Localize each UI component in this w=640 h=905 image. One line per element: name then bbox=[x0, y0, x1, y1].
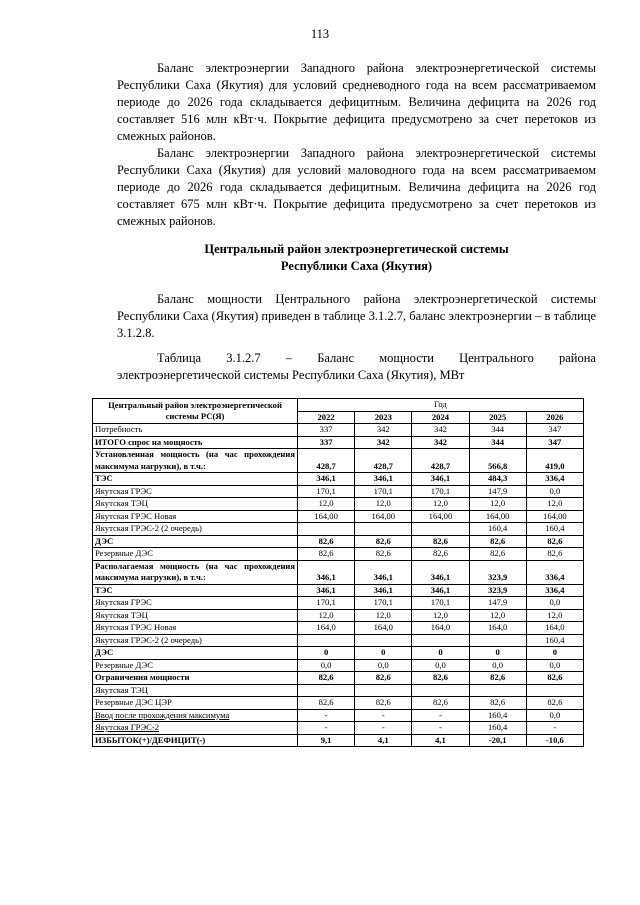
cell-2026: 160,4 bbox=[526, 634, 583, 647]
cell-2026: 82,6 bbox=[526, 548, 583, 561]
cell-2022: - bbox=[298, 709, 355, 722]
cell-2026: 347 bbox=[526, 424, 583, 437]
cell-2022: - bbox=[298, 722, 355, 735]
power-balance-table bbox=[92, 398, 584, 747]
row-label: Резервные ДЭС ЦЭР bbox=[93, 697, 298, 710]
table-header bbox=[93, 399, 584, 424]
cell-2022: 170,1 bbox=[298, 597, 355, 610]
table-row bbox=[93, 734, 584, 747]
cell-2024: 346,1 bbox=[412, 560, 469, 584]
table-row bbox=[93, 659, 584, 672]
table-row bbox=[93, 424, 584, 437]
cell-2024: 342 bbox=[412, 436, 469, 449]
header-year-2023: 2023 bbox=[355, 411, 412, 424]
section-heading bbox=[117, 241, 596, 275]
table-row bbox=[93, 560, 584, 584]
cell-2023 bbox=[355, 634, 412, 647]
cell-2024: 170,1 bbox=[412, 597, 469, 610]
cell-2025: 0,0 bbox=[469, 659, 526, 672]
cell-2023: 82,6 bbox=[355, 548, 412, 561]
cell-2024: 82,6 bbox=[412, 548, 469, 561]
table-body bbox=[93, 424, 584, 747]
cell-2023: 428,7 bbox=[355, 449, 412, 473]
row-label: Якутская ГРЭС-2 (2 очередь) bbox=[93, 523, 298, 536]
cell-2022: 0,0 bbox=[298, 659, 355, 672]
cell-2023: 82,6 bbox=[355, 672, 412, 685]
cell-2023: 164,00 bbox=[355, 510, 412, 523]
cell-2026: 336,4 bbox=[526, 560, 583, 584]
cell-2024: 12,0 bbox=[412, 609, 469, 622]
cell-2023: 342 bbox=[355, 424, 412, 437]
cell-2026: 164,0 bbox=[526, 622, 583, 635]
cell-2024: 12,0 bbox=[412, 498, 469, 511]
cell-2025: 160,4 bbox=[469, 523, 526, 536]
row-label: ДЭС bbox=[93, 535, 298, 548]
cell-2024: 346,1 bbox=[412, 473, 469, 486]
cell-2026: -10,6 bbox=[526, 734, 583, 747]
cell-2022: 346,1 bbox=[298, 584, 355, 597]
caption-word: 3.1.2.7 bbox=[226, 351, 261, 365]
cell-2022: 164,00 bbox=[298, 510, 355, 523]
cell-2025: 147,9 bbox=[469, 597, 526, 610]
table-row bbox=[93, 498, 584, 511]
cell-2026: 0,0 bbox=[526, 709, 583, 722]
cell-2026: 336,4 bbox=[526, 584, 583, 597]
table-row bbox=[93, 449, 584, 473]
cell-2022 bbox=[298, 523, 355, 536]
cell-2023: 82,6 bbox=[355, 697, 412, 710]
table-row bbox=[93, 697, 584, 710]
header-year-2025: 2025 bbox=[469, 411, 526, 424]
table-row bbox=[93, 609, 584, 622]
row-label: Якутская ГРЭС bbox=[93, 485, 298, 498]
cell-2022 bbox=[298, 634, 355, 647]
cell-2025: 164,00 bbox=[469, 510, 526, 523]
cell-2026: 0,0 bbox=[526, 485, 583, 498]
caption-word: мощности bbox=[379, 351, 434, 365]
cell-2024: 82,6 bbox=[412, 672, 469, 685]
table-caption bbox=[117, 350, 596, 384]
cell-2026: 419,0 bbox=[526, 449, 583, 473]
cell-2022: 346,1 bbox=[298, 560, 355, 584]
cell-2025: 344 bbox=[469, 436, 526, 449]
cell-2022: 337 bbox=[298, 436, 355, 449]
table-row bbox=[93, 436, 584, 449]
cell-2024 bbox=[412, 634, 469, 647]
cell-2025: 82,6 bbox=[469, 548, 526, 561]
cell-2023: 82,6 bbox=[355, 535, 412, 548]
intro-text bbox=[117, 60, 596, 230]
header-year-2026: 2026 bbox=[526, 411, 583, 424]
caption-line-1 bbox=[117, 350, 596, 367]
row-label: ДЭС bbox=[93, 647, 298, 660]
cell-2022: 9,1 bbox=[298, 734, 355, 747]
cell-2025: 164,0 bbox=[469, 622, 526, 635]
page-number: 113 bbox=[310, 27, 330, 41]
row-label: ТЭС bbox=[93, 473, 298, 486]
cell-2024: 428,7 bbox=[412, 449, 469, 473]
table-row bbox=[93, 597, 584, 610]
cell-2026: 82,6 bbox=[526, 535, 583, 548]
row-label: Якутская ГРЭС Новая bbox=[93, 510, 298, 523]
cell-2024: 0,0 bbox=[412, 659, 469, 672]
cell-2023: 342 bbox=[355, 436, 412, 449]
cell-2022: 337 bbox=[298, 424, 355, 437]
cell-2025: 566,8 bbox=[469, 449, 526, 473]
cell-2025: 160,4 bbox=[469, 709, 526, 722]
header-row-label: Центральный район электроэнергетической системы РС(Я) bbox=[93, 399, 298, 424]
cell-2023: 0,0 bbox=[355, 659, 412, 672]
table-row bbox=[93, 722, 584, 735]
cell-2024 bbox=[412, 523, 469, 536]
row-label: Якутская ГРЭС bbox=[93, 597, 298, 610]
row-label: Якутская ТЭЦ bbox=[93, 684, 298, 697]
cell-2026: 0,0 bbox=[526, 597, 583, 610]
cell-2022: 12,0 bbox=[298, 498, 355, 511]
cell-2022: 82,6 bbox=[298, 535, 355, 548]
cell-2026: 0,0 bbox=[526, 659, 583, 672]
cell-2023: 0 bbox=[355, 647, 412, 660]
cell-2024: 342 bbox=[412, 424, 469, 437]
cell-2026: 12,0 bbox=[526, 498, 583, 511]
cell-2025: 323,9 bbox=[469, 584, 526, 597]
header-year-group: Год bbox=[298, 399, 584, 412]
cell-2024: - bbox=[412, 709, 469, 722]
cell-2025: 484,3 bbox=[469, 473, 526, 486]
row-label: ИТОГО спрос на мощность bbox=[93, 436, 298, 449]
table-row bbox=[93, 672, 584, 685]
cell-2025: -20,1 bbox=[469, 734, 526, 747]
cell-2025: 323,9 bbox=[469, 560, 526, 584]
row-label: Якутская ГРЭС-2 bbox=[93, 722, 298, 735]
cell-2023: 12,0 bbox=[355, 609, 412, 622]
cell-2025: 82,6 bbox=[469, 672, 526, 685]
cell-2023: 346,1 bbox=[355, 584, 412, 597]
cell-2025: 12,0 bbox=[469, 498, 526, 511]
cell-2023: - bbox=[355, 722, 412, 735]
row-label: Ввод после прохождения максимума bbox=[93, 709, 298, 722]
table-row bbox=[93, 709, 584, 722]
cell-2023: 170,1 bbox=[355, 485, 412, 498]
table-row bbox=[93, 634, 584, 647]
cell-2023 bbox=[355, 523, 412, 536]
cell-2024: 82,6 bbox=[412, 535, 469, 548]
cell-2024 bbox=[412, 684, 469, 697]
cell-2024: 164,0 bbox=[412, 622, 469, 635]
table-row bbox=[93, 473, 584, 486]
paragraph-central-balance: Баланс мощности Центрального района электроэнергетической системы Республики Саха (Якутия) приведен в таблице 3.1.2.7, баланс электроэнергии – в таблице 3.1.2.8. bbox=[117, 292, 596, 340]
cell-2022: 82,6 bbox=[298, 697, 355, 710]
row-label: Установленная мощность (на час прохождения максимума нагрузки), в т.ч.: bbox=[93, 449, 298, 473]
table-row bbox=[93, 684, 584, 697]
row-label: Якутская ТЭЦ bbox=[93, 609, 298, 622]
heading-line-1: Центральный район электроэнергетической системы bbox=[204, 242, 509, 256]
row-label: Располагаемая мощность (на час прохождения максимума нагрузки), в т.ч.: bbox=[93, 560, 298, 584]
caption-line-2: электроэнергетической системы Республики Саха (Якутия), МВт bbox=[117, 368, 465, 382]
row-label: Потребность bbox=[93, 424, 298, 437]
cell-2023: - bbox=[355, 709, 412, 722]
caption-word: района bbox=[559, 351, 596, 365]
caption-word: Таблица bbox=[157, 351, 202, 365]
row-label: Резервные ДЭС bbox=[93, 659, 298, 672]
cell-2025 bbox=[469, 684, 526, 697]
row-label: Якутская ГРЭС-2 (2 очередь) bbox=[93, 634, 298, 647]
cell-2023: 164,0 bbox=[355, 622, 412, 635]
cell-2026: 160,4 bbox=[526, 523, 583, 536]
row-label: Якутская ГРЭС Новая bbox=[93, 622, 298, 635]
cell-2024: 170,1 bbox=[412, 485, 469, 498]
cell-2022: 346,1 bbox=[298, 473, 355, 486]
cell-2024: 0 bbox=[412, 647, 469, 660]
table-row bbox=[93, 535, 584, 548]
cell-2025: 344 bbox=[469, 424, 526, 437]
table-row bbox=[93, 485, 584, 498]
mid-text bbox=[117, 291, 596, 342]
header-year-2022: 2022 bbox=[298, 411, 355, 424]
paragraph-west-average-year: Баланс электроэнергии Западного района электроэнергетической системы Республики Саха (Якутия) для условий средневодного года на всем рассматриваемом периоде до 2026 года складывается дефицитным. Величина дефицита на 2026 год составляет 516 млн кВт·ч. Покрытие дефицита предусмотрено за счет перетоков из смежных районов. bbox=[117, 61, 596, 143]
cell-2024: 346,1 bbox=[412, 584, 469, 597]
cell-2026: - bbox=[526, 722, 583, 735]
row-label: ТЭС bbox=[93, 584, 298, 597]
table-row bbox=[93, 548, 584, 561]
cell-2026: 336,4 bbox=[526, 473, 583, 486]
caption-word: Центрального bbox=[459, 351, 534, 365]
cell-2022: 428,7 bbox=[298, 449, 355, 473]
cell-2023: 4,1 bbox=[355, 734, 412, 747]
row-label: Резервные ДЭС bbox=[93, 548, 298, 561]
heading-line-2: Республики Саха (Якутия) bbox=[280, 259, 433, 273]
caption-word: – bbox=[285, 351, 293, 365]
cell-2023 bbox=[355, 684, 412, 697]
row-label: Якутская ТЭЦ bbox=[93, 498, 298, 511]
cell-2025 bbox=[469, 634, 526, 647]
header-year-2024: 2024 bbox=[412, 411, 469, 424]
row-label: Ограничения мощности bbox=[93, 672, 298, 685]
cell-2024: 164,00 bbox=[412, 510, 469, 523]
cell-2023: 346,1 bbox=[355, 560, 412, 584]
cell-2023: 170,1 bbox=[355, 597, 412, 610]
cell-2023: 12,0 bbox=[355, 498, 412, 511]
cell-2026: 347 bbox=[526, 436, 583, 449]
cell-2025: 160,4 bbox=[469, 722, 526, 735]
cell-2025: 147,9 bbox=[469, 485, 526, 498]
table-row bbox=[93, 647, 584, 660]
cell-2024: - bbox=[412, 722, 469, 735]
table-row bbox=[93, 510, 584, 523]
cell-2026: 0 bbox=[526, 647, 583, 660]
table-row bbox=[93, 523, 584, 536]
cell-2024: 82,6 bbox=[412, 697, 469, 710]
cell-2026 bbox=[526, 684, 583, 697]
row-label: ИЗБЫТОК(+)/ДЕФИЦИТ(-) bbox=[93, 734, 298, 747]
cell-2026: 164,00 bbox=[526, 510, 583, 523]
cell-2025: 82,6 bbox=[469, 535, 526, 548]
table-row bbox=[93, 622, 584, 635]
cell-2024: 4,1 bbox=[412, 734, 469, 747]
cell-2022: 164,0 bbox=[298, 622, 355, 635]
cell-2023: 346,1 bbox=[355, 473, 412, 486]
cell-2022: 82,6 bbox=[298, 548, 355, 561]
paragraph-west-low-water-year: Баланс электроэнергии Западного района электроэнергетической системы Республики Саха (Якутия) для условий маловодного года на всем рассматриваемом периоде до 2026 года складывается дефицитным. Величина дефицита на 2026 год составляет 675 млн кВт·ч. Покрытие дефицита предусмотрено за счет перетоков из смежных районов. bbox=[117, 146, 596, 228]
cell-2022 bbox=[298, 684, 355, 697]
cell-2025: 12,0 bbox=[469, 609, 526, 622]
cell-2022: 82,6 bbox=[298, 672, 355, 685]
cell-2025: 82,6 bbox=[469, 697, 526, 710]
cell-2022: 12,0 bbox=[298, 609, 355, 622]
table-row bbox=[93, 584, 584, 597]
cell-2026: 12,0 bbox=[526, 609, 583, 622]
cell-2022: 170,1 bbox=[298, 485, 355, 498]
cell-2026: 82,6 bbox=[526, 697, 583, 710]
cell-2025: 0 bbox=[469, 647, 526, 660]
cell-2026: 82,6 bbox=[526, 672, 583, 685]
cell-2022: 0 bbox=[298, 647, 355, 660]
caption-word: Баланс bbox=[317, 351, 355, 365]
